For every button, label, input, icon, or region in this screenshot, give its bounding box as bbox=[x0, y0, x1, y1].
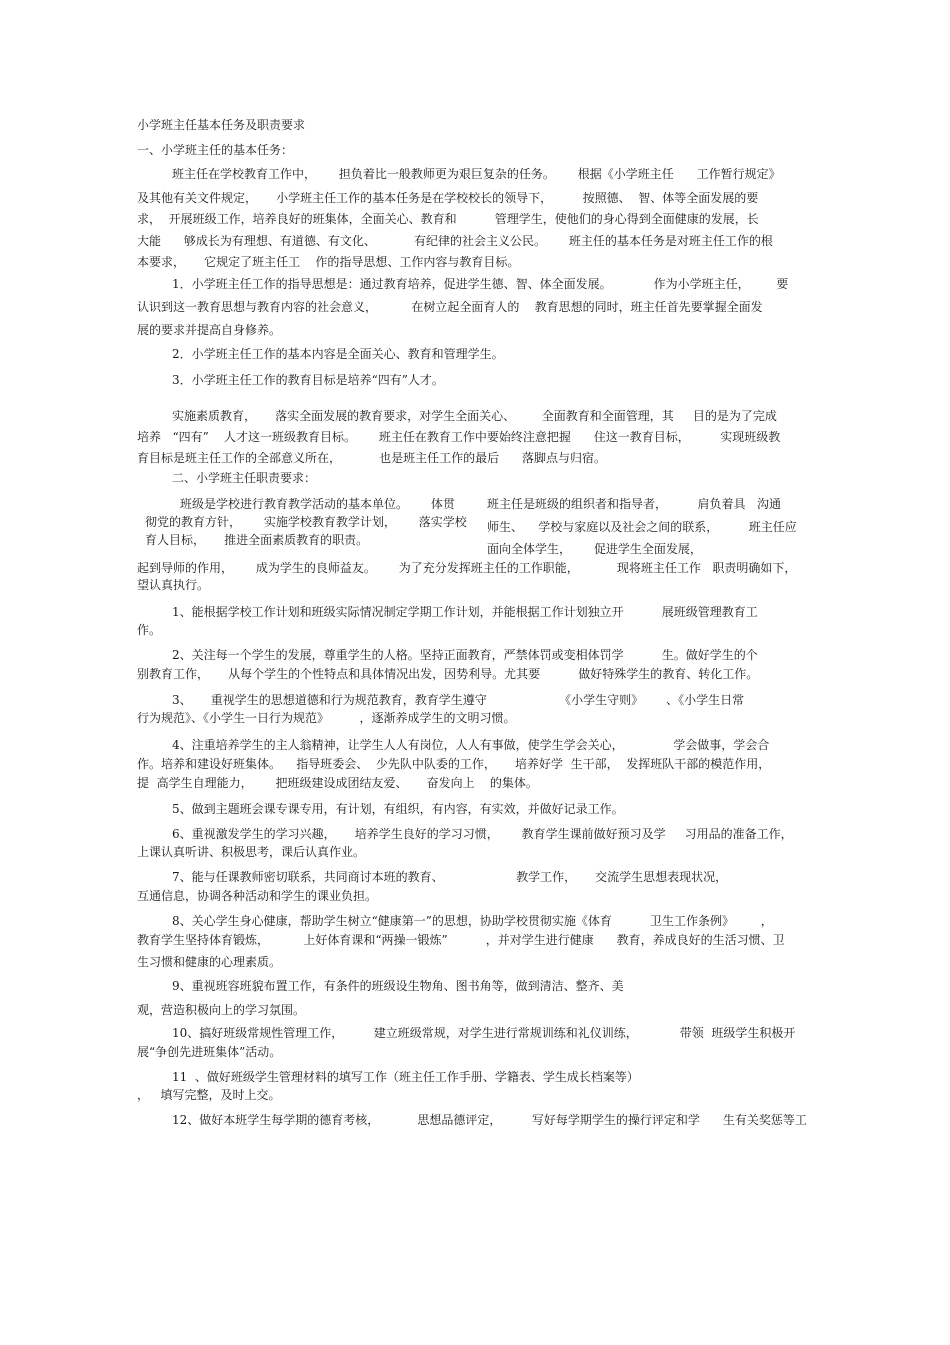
duty-1-line: 作。 bbox=[137, 623, 162, 637]
duty-4-line: 作。培养和建设好班集体。 指导班委会、 少先队中队委的工作， 培养好学 生干部， 发挥班队干部的模范作用， bbox=[137, 757, 771, 771]
duty-3-line: 3、 重视学生的思想道德和行为规范教育，教育学生遵守 《小学生守则》 、《小学生日常 bbox=[172, 693, 745, 707]
intro-line: 及其他有关文件规定， 小学班主任工作的基本任务是在学校校长的领导下， 按照德、 智、体等全面发展的要 bbox=[137, 191, 759, 205]
quality-line: 培养 “四有” 人才这一班级教育目标。 班主任在教育工作中要始终注意把握 住这一教育目标， 实现班级教 bbox=[137, 430, 781, 444]
duty-6-line: 6、重视激发学生的学习兴趣， 培养学生良好的学习习惯， 教育学生课前做好预习及学 习用品的准备工作， bbox=[172, 827, 793, 841]
point-line: 3．小学班主任工作的教育目标是培养“四有”人才。 bbox=[172, 373, 444, 387]
duty-5-line: 5、做到主题班会课专课专用，有计划，有组织，有内容，有实效，并做好记录工作。 bbox=[172, 802, 624, 816]
point-line: 2．小学班主任工作的基本内容是全面关心、教育和管理学生。 bbox=[172, 347, 504, 361]
duty-3-line: 行为规范》、《小学生一日行为规范》 ，逐渐养成学生的文明习惯。 bbox=[137, 711, 516, 725]
duty-6-line: 上课认真听讲、积极思考，课后认真作业。 bbox=[137, 845, 366, 859]
intro-line: 求， 开展班级工作，培养良好的班集体，全面关心、教育和 管理学生，使他们的身心得到全面健康的发展，长 bbox=[137, 212, 759, 226]
doc-title: 小学班主任基本任务及职责要求 bbox=[137, 118, 306, 132]
section-heading-1: 一、小学班主任的基本任务： bbox=[137, 143, 294, 157]
quality-line: 实施素质教育， 落实全面发展的教育要求，对学生全面关心、 全面教育和全面管理，其 目的是为了完成 bbox=[172, 409, 777, 423]
duty-2-line: 别教育工作， 从每个学生的个性特点和具体情况出发，因势利导。尤其要 做好特殊学生的教育、转化工作。 bbox=[137, 667, 759, 681]
duty-10-line: 展“争创先进班集体”活动。 bbox=[137, 1045, 282, 1059]
section-heading-2: 二、小学班主任职责要求： bbox=[172, 471, 317, 485]
column-right-line: 班主任是班级的组织者和指导者， 肩负着具 沟通 bbox=[487, 497, 781, 511]
column-left-line: 育人目标， 推进全面素质教育的职责。 bbox=[145, 533, 369, 547]
duty-8-line: 生习惯和健康的心理素质。 bbox=[137, 955, 282, 969]
duty-10-line: 10、搞好班级常规性管理工作， 建立班级常规，对学生进行常规训练和礼仪训练， 带领 班级学生积极开 bbox=[172, 1026, 796, 1040]
duty-8-line: 8、关心学生身心健康，帮助学生树立“健康第一”的思想，协助学校贯彻实施《体育 卫生工作条例》 ， bbox=[172, 914, 773, 928]
point-line: 1．小学班主任工作的指导思想是：通过教育培养，促进学生德、智、体全面发展。 作为小学班主任， 要 bbox=[172, 277, 789, 291]
duty-8-line: 教育学生坚持体育锻炼， 上好体育课和“两操一锻炼” ，并对学生进行健康 教育，养成良好的生活习惯、卫 bbox=[137, 933, 785, 947]
duty-7-line: 互通信息，协调各种活动和学生的课业负担。 bbox=[137, 889, 378, 903]
intro-line: 班主任在学校教育工作中， 担负着比一般教师更为艰巨复杂的任务。 根据《小学班主任 工作暂行规定》 bbox=[172, 167, 781, 181]
duty-1-line: 1、能根据学校工作计划和班级实际情况制定学期工作计划，并能根据工作计划独立开 展班级管理教育工 bbox=[172, 605, 758, 619]
after-columns-line: 起到导师的作用， 成为学生的良师益友。 为了充分发挥班主任的工作职能， 现将班主任工作 职责明确如下， bbox=[137, 561, 797, 575]
column-right-line: 师生、 学校与家庭以及社会之间的联系， 班主任应 bbox=[487, 520, 797, 534]
intro-line: 本要求， 它规定了班主任工 作的指导思想、工作内容与教育目标。 bbox=[137, 255, 520, 269]
after-columns-line: 望认真执行。 bbox=[137, 578, 210, 592]
point-line: 认识到这一教育思想与教育内容的社会意义， 在树立起全面育人的 教育思想的同时，班主任首先要掌握全面发 bbox=[137, 300, 763, 314]
duty-4-line: 4、注重培养学生的主人翁精神，让学生人人有岗位，人人有事做，使学生学会关心， 学会做事，学会合 bbox=[172, 738, 770, 752]
duty-4-line: 提 高学生自理能力， 把班级建设成团结友爱、 奋发向上 的集体。 bbox=[137, 776, 538, 790]
column-right-line: 面向全体学生， 促进学生全面发展， bbox=[487, 542, 702, 556]
column-left-line: 班级是学校进行教育教学活动的基本单位。 体贯 bbox=[180, 497, 455, 511]
duty-9-line: 观，营造积极向上的学习氛围。 bbox=[137, 1003, 306, 1017]
column-left-line: 彻党的教育方针， 实施学校教育教学计划， 落实学校 bbox=[145, 515, 467, 529]
intro-line: 大能 够成长为有理想、有道德、有文化、 有纪律的社会主义公民。 班主任的基本任务是对班主任工作的根 bbox=[137, 234, 773, 248]
duty-12-line: 12、做好本班学生每学期的德育考核， 思想品德评定， 写好每学期学生的操行评定和学 生有关奖惩等工 bbox=[172, 1113, 807, 1127]
duty-2-line: 2、关注每一个学生的发展，尊重学生的人格。坚持正面教育，严禁体罚或变相体罚学 生。做好学生的个 bbox=[172, 648, 758, 662]
quality-line: 育目标是班主任工作的全部意义所在， 也是班主任工作的最后 落脚点与归宿。 bbox=[137, 451, 607, 465]
duty-9-line: 9、重视班容班貌布置工作，有条件的班级设生物角、图书角等，做到清洁、整齐、美 bbox=[172, 979, 624, 993]
point-line: 展的要求并提高自身修养。 bbox=[137, 323, 282, 337]
duty-11-line: 11 、做好班级学生管理材料的填写工作（班主任工作手册、学籍表、学生成长档案等） bbox=[172, 1070, 639, 1084]
duty-7-line: 7、能与任课教师密切联系，共同商讨本班的教育、 教学工作， 交流学生思想表现状况， bbox=[172, 870, 728, 884]
duty-11-line: ， 填写完整，及时上交。 bbox=[137, 1088, 281, 1102]
